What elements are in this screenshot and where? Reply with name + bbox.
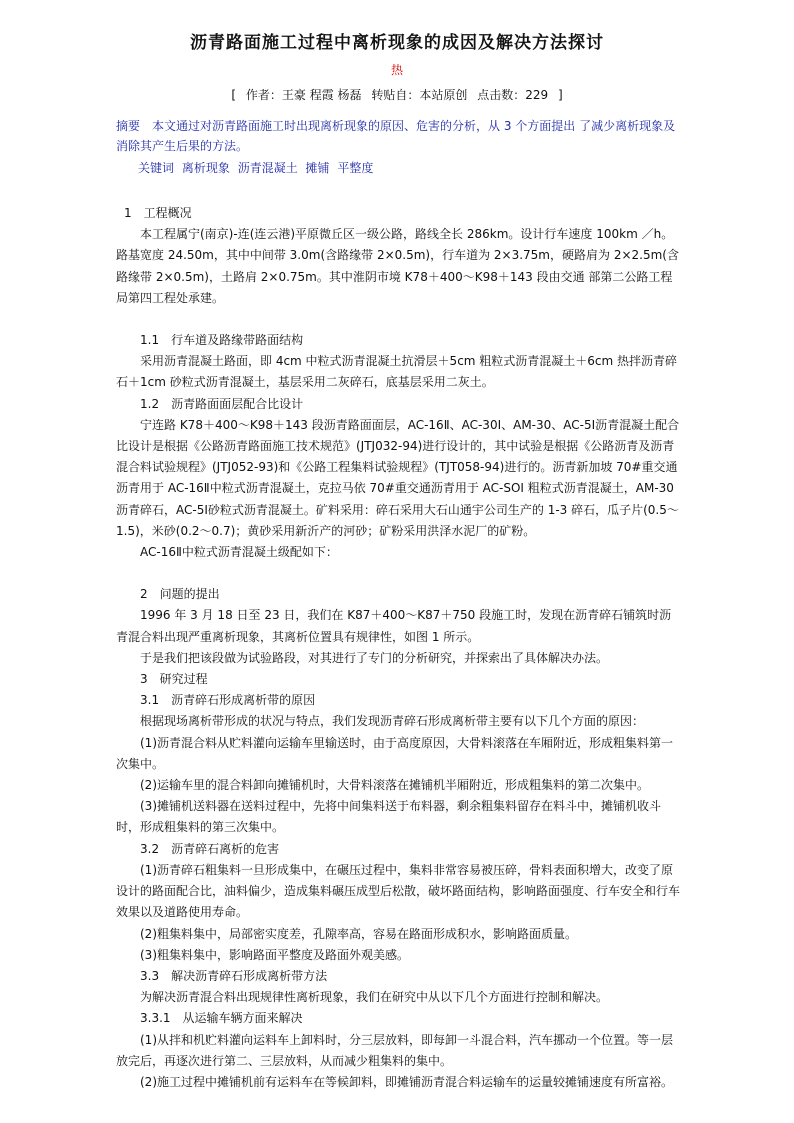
meta-source: 转贴自：本站原创 — [371, 88, 468, 102]
keyword-item: 离析现象 — [181, 161, 230, 175]
keywords — [138, 159, 377, 176]
section-heading: 2 问题的提出 — [140, 587, 220, 602]
meta-author: 作者：王豪 程霞 杨磊 — [245, 88, 362, 102]
keywords-label: 关键词 — [138, 161, 175, 175]
article-meta — [0, 86, 794, 103]
paragraph: (2)粗集料集中，局部密实度差，孔隙率高，容易在路面形成积水，影响路面质量。 — [140, 926, 578, 941]
paragraph: (1)沥青混合料从贮料灌向运输车里输送时，由于高度原因，大骨料滚落在车厢附近，形成粗集料第一次集中。 — [116, 735, 674, 771]
meta-clicks: 点击数：229 — [477, 88, 549, 102]
section-heading: 1.2 沥青路面面层配合比设计 — [140, 396, 304, 411]
paragraph: 1996 年 3 月 18 日至 23 日，我们在 K87＋400～K87＋750 段施工时，发现在沥青碎石铺筑时沥青混合料出现严重离析现象，其离析位置具有规律性，如图 1 所示。 — [116, 608, 672, 644]
paragraph: 为解决沥青混合料出现规律性离析现象，我们在研究中从以下几个方面进行控制和解决。 — [140, 990, 609, 1005]
section-heading: 3.1 沥青碎石形成离析带的原因 — [140, 693, 316, 708]
keyword-item: 摊铺 — [305, 161, 330, 175]
paragraph: (3)摊铺机送料器在送料过程中，先将中间集料送于布料器，剩余粗集料留存在料斗中，摊铺机收斗时，形成粗集料的第三次集中。 — [116, 799, 662, 835]
paragraph: (1)从拌和机贮料灌向运料车上卸料时，分三层放料，即每卸一斗混合料，汽车挪动一个位置。等一层放完后，再逐次进行第二、三层放料，从而减少粗集料的集中。 — [116, 1032, 674, 1068]
paragraph: (2)运输车里的混合料卸向摊铺机时，大骨料滚落在摊铺机半厢附近，形成粗集料的第二次集中。 — [140, 778, 650, 793]
paragraph: (2)施工过程中摊铺机前有运料车在等候卸料，即摊铺沥青混合料运输车的运量较摊铺速度有所富裕。 — [140, 1074, 674, 1089]
meta-open-bracket: [ — [231, 88, 237, 102]
hot-badge[interactable]: 热 — [390, 63, 403, 77]
paragraph: 采用沥青混凝土路面，即 4cm 中粒式沥青混凝土抗滑层＋5cm 粗粒式沥青混凝土＋6cm 热拌沥青碎石＋1cm 砂粒式沥青混凝土，基层采用二灰碎石，底基层采用二灰土。 — [116, 354, 678, 390]
paragraph: AC-16Ⅱ中粒式沥青混凝土级配如下： — [140, 545, 338, 560]
section-heading: 3.2 沥青碎石离析的危害 — [140, 841, 280, 856]
paragraph: (1)沥青碎石粗集料一旦形成集中，在碾压过程中，集料非常容易被压碎，骨料表面积增大，改变了原设计的路面配合比，油料偏少，造成集料碾压成型后松散，破坏路面结构，影响路面强度、行车安全和行车效果以及道路使用寿命。 — [116, 862, 681, 920]
paragraph: 于是我们把该段做为试验路段，对其进行了专门的分析研究，并探索出了具体解决办法。 — [140, 650, 609, 665]
section-heading: 1 工程概况 — [124, 206, 192, 220]
meta-close-bracket: ] — [557, 88, 563, 102]
section-heading: 1.1 行车道及路缘带路面结构 — [140, 333, 304, 348]
abstract: 摘要 本文通过对沥青路面施工时出现离析现象的原因、危害的分析，从 3 个方面提出 了减少离析现象及消除其产生后果的方法。 — [116, 119, 676, 153]
article-title: 沥青路面施工过程中离析现象的成因及解决方法探讨 — [190, 33, 604, 53]
paragraph: 本工程属宁(南京)-连(连云港)平原微丘区一级公路，路线全长 286km。设计行车速度 100km ／h。路基宽度 24.50m，其中中间带 3.0m(含路缘带 2×0.5m)，行车道为 2×3.75m，硬路肩为 2×2.5m(含路缘带 2×0.5m)，土路肩 2×0.75m。其中淮阴市境 K78＋400～K98＋143 段由交通 部第二公路工程局第四工程处承建。 — [116, 227, 679, 305]
keyword-item: 平整度 — [337, 161, 374, 175]
article-body — [116, 203, 682, 1093]
paragraph: (3)粗集料集中，影响路面平整度及路面外观美感。 — [140, 947, 409, 962]
section-heading: 3.3.1 从运输车辆方面来解决 — [140, 1011, 303, 1026]
section-heading: 3.3 解决沥青碎石形成离析带方法 — [140, 968, 328, 983]
paragraph: 根据现场离析带形成的状况与特点，我们发现沥青碎石形成离析带主要有以下几个方面的原因： — [140, 714, 645, 729]
section-heading: 3 研究过程 — [140, 672, 208, 687]
keyword-item: 沥青混凝土 — [237, 161, 298, 175]
paragraph: 宁连路 K78＋400～K98＋143 段沥青路面面层，AC-16Ⅱ、AC-30Ⅰ、AM-30、AC-5Ⅰ沥青混凝土配合比设计是根据《公路沥青路面施工技术规范》(JTJ032-94)进行设计的，其中试验是根据《公路沥青及沥青混合料试验规程》(JTJ052-93)和《公路工程集料试验规程》(TJT058-94)进行的。沥青新加坡 70#重交通沥青用于 AC-16Ⅱ中粒式沥青混凝土，克拉马依 70#重交通沥青用于 AC-SOI 粗粒式沥青混凝土，AM-30 沥青碎石，AC-5Ⅰ砂粒式沥青混凝土。矿料采用：碎石采用大石山通宇公司生产的 1-3 碎石，瓜子片(0.5～1.5)，米砂(0.2～0.7)；黄砂采用新沂产的河砂；矿粉采用洪泽水泥厂的矿粉。 — [116, 417, 680, 538]
